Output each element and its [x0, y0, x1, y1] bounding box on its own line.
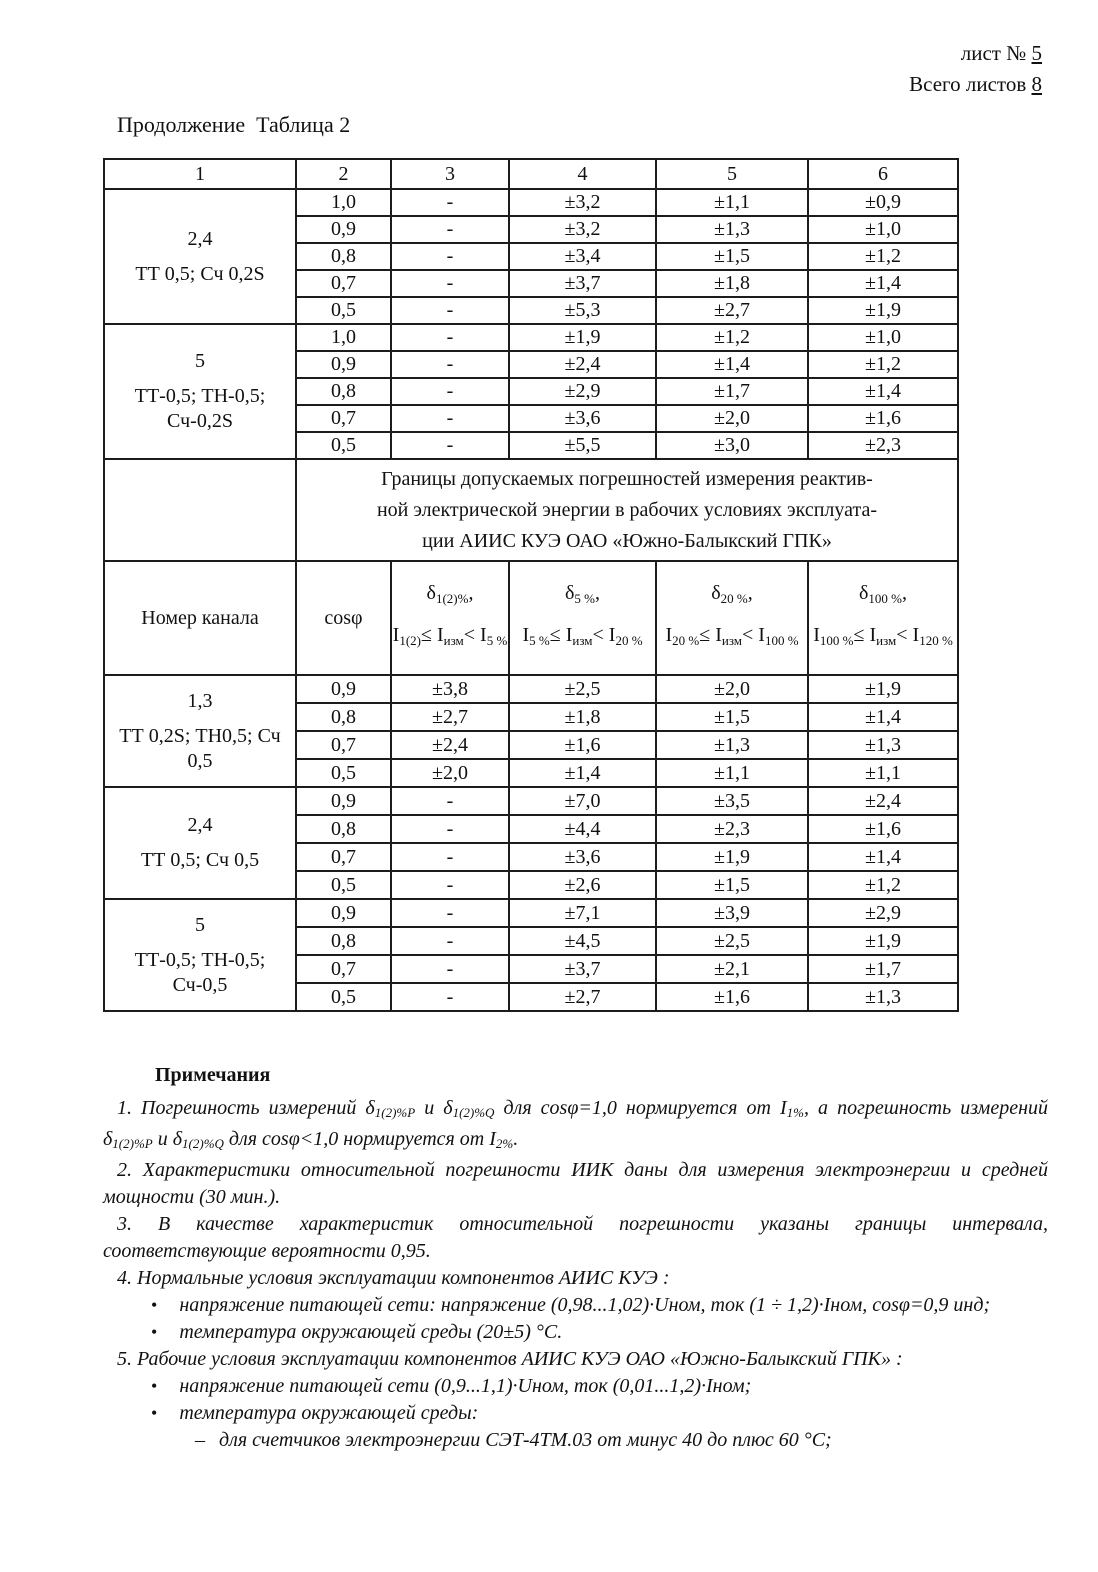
value-cell: ±2,7 [656, 297, 808, 324]
note-bullet-item: • напряжение питающей сети: напряжение (0,98...1,02)·Uном, ток (1 ÷ 1,2)·Iном, cosφ=0,9 инд; [151, 1294, 991, 1316]
table-row [104, 324, 958, 351]
subscript: 1(2) [399, 633, 421, 648]
value-cell: 0,7 [296, 405, 391, 432]
value-cell: ±0,9 [808, 189, 958, 216]
value-cell: ±1,6 [808, 815, 958, 843]
value-cell: ±2,4 [808, 787, 958, 815]
subscript: изм [572, 633, 593, 648]
value-cell: ±3,7 [509, 270, 656, 297]
value-cell: ±1,1 [656, 759, 808, 787]
value-cell: ±1,3 [808, 983, 958, 1011]
subscript: 20 % [672, 633, 700, 648]
delta-symbol-line: $\delta_{20 \%}$, [711, 582, 753, 606]
value-cell: ±2,3 [808, 432, 958, 459]
dash-icon: – [195, 1429, 205, 1451]
value-cell: - [391, 297, 509, 324]
value-cell: ±7,1 [509, 899, 656, 927]
subscript: 5 % [486, 633, 508, 648]
value-cell: ±1,4 [808, 703, 958, 731]
subscript: 100 % [764, 633, 799, 648]
subscript: 2% [495, 1136, 514, 1151]
column-number-cell: 2 [296, 159, 391, 189]
channel-column-header: Номер канала [104, 561, 296, 675]
value-cell: ±1,5 [656, 871, 808, 899]
channel-cell [104, 899, 296, 1011]
subscript: 1(2)%P [374, 1105, 416, 1120]
subscript: 100 % [819, 633, 854, 648]
note-dash-item: – для счетчиков электроэнергии СЭТ-4ТМ.03 от минус 40 до плюс 60 °С; [195, 1429, 832, 1451]
value-cell: - [391, 955, 509, 983]
value-cell: ±1,4 [656, 351, 808, 378]
subscript: изм [876, 633, 897, 648]
channel-spec: ТТ-0,5; ТН-0,5; Сч-0,5 [134, 948, 266, 996]
bullet-icon: • [151, 1376, 158, 1396]
current-range-line: $I_{100 \%}\le I_{изм}< I_{120 \%}$ [813, 624, 953, 648]
section-header-row [104, 459, 958, 561]
value-cell: ±2,4 [509, 351, 656, 378]
subscript: 1(2)%Q [182, 1136, 224, 1151]
value-cell: 1,0 [296, 189, 391, 216]
value-cell: ±1,3 [656, 731, 808, 759]
value-cell: 0,8 [296, 243, 391, 270]
value-cell: ±1,6 [656, 983, 808, 1011]
value-cell: 0,5 [296, 432, 391, 459]
value-cell: ±1,8 [509, 703, 656, 731]
channel-number: 5 [195, 350, 205, 372]
channel-spec: ТТ-0,5; ТН-0,5; Сч-0,2S [134, 385, 266, 432]
value-cell: ±1,6 [509, 731, 656, 759]
value-cell: 0,8 [296, 378, 391, 405]
value-cell: 0,8 [296, 815, 391, 843]
value-cell: ±1,2 [808, 243, 958, 270]
value-cell: ±2,7 [509, 983, 656, 1011]
value-cell: - [391, 432, 509, 459]
value-cell: - [391, 324, 509, 351]
value-cell: 0,9 [296, 216, 391, 243]
value-cell: ±3,8 [391, 675, 509, 703]
value-cell: ±1,1 [656, 189, 808, 216]
value-cell: - [391, 351, 509, 378]
subscript: 20 % [615, 633, 643, 648]
value-cell: ±1,5 [656, 243, 808, 270]
value-cell: - [391, 405, 509, 432]
note-paragraph: 5. Рабочие условия эксплуатации компонентов АИИС КУЭ ОАО «Южно-Балыкский ГПК» : [117, 1348, 903, 1370]
bullet-icon: • [151, 1403, 158, 1423]
value-cell: - [391, 243, 509, 270]
value-cell: ±1,4 [808, 270, 958, 297]
value-cell: ±1,8 [656, 270, 808, 297]
note-bullet-item: • температура окружающей среды (20±5) °С. [151, 1321, 563, 1343]
value-cell: ±1,0 [808, 216, 958, 243]
channel-spec: ТТ 0,2S; ТН0,5; Сч 0,5 [119, 724, 281, 772]
table-row [104, 787, 958, 815]
value-cell: 0,9 [296, 351, 391, 378]
value-cell: ±1,2 [656, 324, 808, 351]
value-cell: ±4,5 [509, 927, 656, 955]
value-cell: - [391, 899, 509, 927]
value-cell: ±2,3 [656, 815, 808, 843]
channel-cell [104, 675, 296, 787]
value-cell: 0,9 [296, 787, 391, 815]
value-cell: ±2,9 [808, 899, 958, 927]
reactive-header-row [104, 561, 958, 675]
sheet-info [909, 38, 1042, 100]
value-cell: ±3,2 [509, 189, 656, 216]
delta-column-header [808, 561, 958, 675]
value-cell: ±1,3 [656, 216, 808, 243]
subscript: 100 % [868, 591, 903, 606]
value-cell: ±1,2 [808, 871, 958, 899]
table-row [104, 189, 958, 216]
value-cell: ±1,9 [808, 927, 958, 955]
subscript: 5 % [574, 591, 596, 606]
value-cell: ±2,0 [656, 405, 808, 432]
value-cell: ±3,7 [509, 955, 656, 983]
value-cell: 0,7 [296, 270, 391, 297]
delta-symbol-line: $\delta_{5 \%}$, [564, 582, 601, 606]
column-number-row [104, 159, 958, 189]
value-cell: 0,8 [296, 703, 391, 731]
value-cell: 0,9 [296, 899, 391, 927]
column-number-cell: 3 [391, 159, 509, 189]
value-cell: 0,8 [296, 927, 391, 955]
value-cell: ±1,7 [656, 378, 808, 405]
delta-symbol-line: $\delta_{100 \%}$, [858, 582, 908, 606]
delta-column-header [509, 561, 656, 675]
delta-symbol-line: $\delta_{1(2)\%}$, [426, 582, 474, 606]
column-number-cell: 5 [656, 159, 808, 189]
channel-spec: ТТ 0,5; Сч 0,5 [140, 849, 260, 871]
value-cell: ±1,9 [808, 297, 958, 324]
subscript: 20 % [720, 591, 748, 606]
channel-cell [104, 324, 296, 459]
value-cell: ±2,5 [509, 675, 656, 703]
value-cell: ±2,9 [509, 378, 656, 405]
subscript: 1(2)%P [112, 1136, 153, 1151]
notes-section [103, 1062, 1048, 1454]
channel-cell [104, 189, 296, 324]
error-limits-table [103, 158, 959, 1012]
channel-number: 1,3 [187, 689, 213, 712]
value-cell: ±3,6 [509, 405, 656, 432]
value-cell: ±3,2 [509, 216, 656, 243]
subscript: изм [443, 633, 464, 648]
value-cell: ±1,7 [808, 955, 958, 983]
value-cell: 0,5 [296, 871, 391, 899]
value-cell: ±4,4 [509, 815, 656, 843]
table-row [104, 675, 958, 703]
note-paragraph: 4. Нормальные условия эксплуатации компонентов АИИС КУЭ : [117, 1267, 670, 1289]
value-cell: 0,5 [296, 297, 391, 324]
value-cell: 0,7 [296, 955, 391, 983]
subscript: 1% [786, 1105, 804, 1120]
value-cell: ±2,6 [509, 871, 656, 899]
current-range-line: $I_{20 \%}\le I_{изм}< I_{100 \%}$ [665, 624, 799, 648]
bullet-icon: • [151, 1295, 158, 1315]
value-cell: ±3,6 [509, 843, 656, 871]
value-cell: ±2,5 [656, 927, 808, 955]
value-cell: ±3,0 [656, 432, 808, 459]
value-cell: ±2,0 [656, 675, 808, 703]
value-cell: ±7,0 [509, 787, 656, 815]
subscript: 120 % [919, 633, 953, 648]
channel-number: 2,4 [187, 814, 213, 836]
value-cell: - [391, 378, 509, 405]
page-title: Продолжение Таблица 2 [117, 112, 351, 137]
section-header-line: ной электрической энергии в рабочих условиях эксплуата- [376, 498, 878, 521]
sheet-label: лист № [960, 41, 1032, 65]
value-cell: ±3,5 [656, 787, 808, 815]
notes-heading: Примечания [155, 1064, 271, 1086]
value-cell: 0,5 [296, 983, 391, 1011]
current-range-line: $I_{1(2)}\le I_{изм}< I_{5 \%}$ [392, 624, 508, 648]
value-cell: ±1,0 [808, 324, 958, 351]
note-paragraph: 1. Погрешность измерений $\delta_{1(2)\%P}$ и $\delta_{1(2)\%Q}$ для cosφ=1,0 нормируется от $I_{1\%}$, а погрешность измерений $\delta_{1(2)\%P}$ и $\delta_{1(2)\%Q}$ для cosφ<1,0 нормируется от $I_{2\%}$. [103, 1097, 1048, 1151]
column-number-cell: 4 [509, 159, 656, 189]
section-header-line: Границы допускаемых погрешностей измерения реактив- [381, 467, 873, 490]
table-row [104, 899, 958, 927]
channel-spec: ТТ 0,5; Сч 0,2S [135, 262, 265, 285]
value-cell: ±1,9 [808, 675, 958, 703]
note-paragraph: 2. Характеристики относительной погрешности ИИК даны для измерения электроэнергии и средней мощности (30 мин.). [103, 1159, 1048, 1208]
total-sheets-line [909, 69, 1042, 100]
value-cell: 1,0 [296, 324, 391, 351]
channel-number: 2,4 [187, 227, 213, 250]
value-cell: ±2,7 [391, 703, 509, 731]
subscript: изм [721, 633, 742, 648]
value-cell: 0,9 [296, 675, 391, 703]
value-cell: ±1,3 [808, 731, 958, 759]
note-bullet-item: • температура окружающей среды: [151, 1402, 479, 1424]
subscript: 5 % [529, 633, 550, 648]
value-cell: ±1,5 [656, 703, 808, 731]
value-cell: - [391, 270, 509, 297]
delta-column-header [656, 561, 808, 675]
channel-cell [104, 787, 296, 899]
value-cell: ±1,2 [808, 351, 958, 378]
value-cell: - [391, 927, 509, 955]
value-cell: - [391, 216, 509, 243]
sheet-number-line [909, 38, 1042, 69]
value-cell: ±3,4 [509, 243, 656, 270]
subscript: 1(2)% [435, 591, 469, 606]
empty-cell [104, 459, 296, 561]
value-cell: - [391, 983, 509, 1011]
value-cell: ±5,5 [509, 432, 656, 459]
value-cell: 0,5 [296, 759, 391, 787]
channel-number: 5 [195, 913, 205, 936]
value-cell: - [391, 815, 509, 843]
column-number-cell: 6 [808, 159, 958, 189]
value-cell: ±1,4 [509, 759, 656, 787]
value-cell: ±5,3 [509, 297, 656, 324]
value-cell: ±3,9 [656, 899, 808, 927]
value-cell: - [391, 787, 509, 815]
value-cell: - [391, 843, 509, 871]
total-sheets-number: 8 [1031, 72, 1042, 96]
notes-body [103, 1095, 1048, 1454]
value-cell: 0,7 [296, 731, 391, 759]
note-paragraph: 3. В качестве характеристик относительной погрешности указаны границы интервала, соответствующие вероятности 0,95. [103, 1213, 1048, 1262]
value-cell: ±1,4 [808, 843, 958, 871]
value-cell: ±1,4 [808, 378, 958, 405]
value-cell: - [391, 189, 509, 216]
value-cell: ±2,0 [391, 759, 509, 787]
value-cell: 0,7 [296, 843, 391, 871]
value-cell: ±1,6 [808, 405, 958, 432]
value-cell: ±1,9 [656, 843, 808, 871]
delta-column-header [391, 561, 509, 675]
column-number-cell: 1 [104, 159, 296, 189]
current-range-line: $I_{5 \%}\le I_{изм}< I_{20 \%}$ [522, 624, 643, 648]
section-header-line: ции АИИС КУЭ ОАО «Южно-Балыкский ГПК» [422, 529, 832, 552]
total-sheets-label: Всего листов [909, 72, 1032, 96]
section-header-cell [296, 459, 958, 561]
value-cell: ±1,1 [808, 759, 958, 787]
bullet-icon: • [151, 1322, 158, 1342]
cos-phi-column-header: cosφ [296, 561, 391, 675]
value-cell: ±2,1 [656, 955, 808, 983]
value-cell: ±2,4 [391, 731, 509, 759]
note-bullet-item: • напряжение питающей сети (0,9...1,1)·Uном, ток (0,01...1,2)·Iном; [151, 1375, 752, 1397]
sheet-number: 5 [1031, 41, 1042, 65]
value-cell: ±1,9 [509, 324, 656, 351]
value-cell: - [391, 871, 509, 899]
subscript: 1(2)%Q [452, 1105, 495, 1120]
